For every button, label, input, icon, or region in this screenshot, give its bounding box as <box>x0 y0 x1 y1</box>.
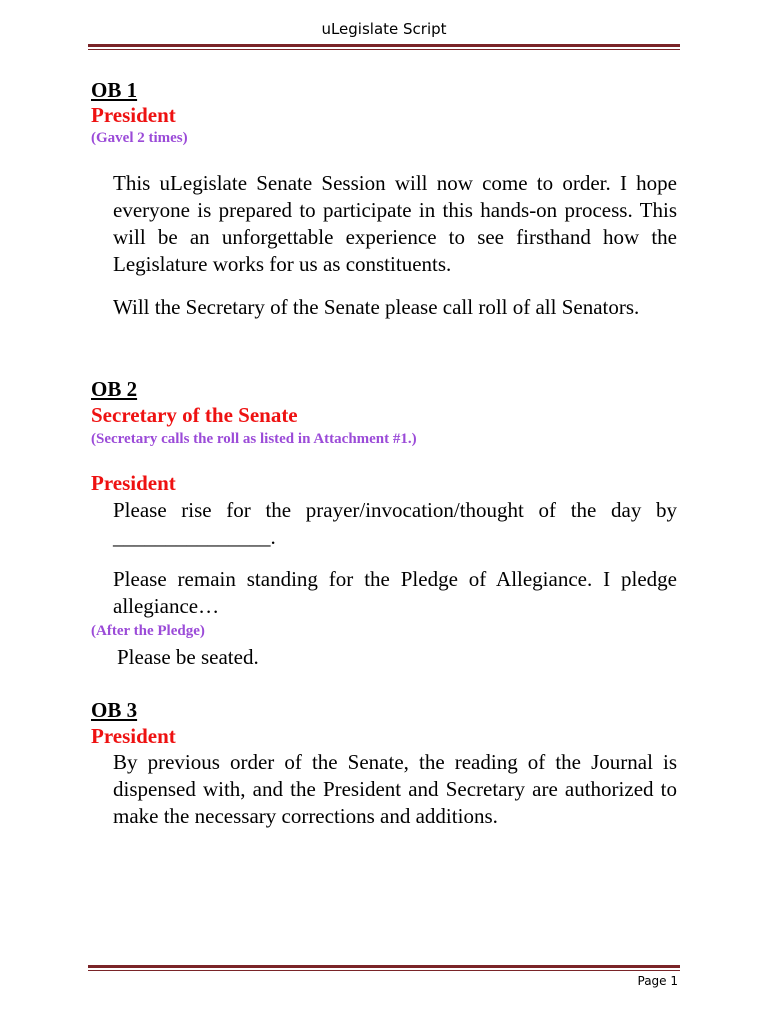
footer-divider <box>88 965 680 971</box>
ob3-speaker: President <box>91 724 176 748</box>
ob1-heading: OB 1 <box>91 78 138 102</box>
ob2-paragraph-pledge: Please remain standing for the Pledge of Allegiance. I pledge allegiance… <box>113 567 677 618</box>
ob3-heading: OB 3 <box>91 698 138 722</box>
ob2-speaker-secretary: Secretary of the Senate <box>91 403 298 427</box>
ob2-heading: OB 2 <box>91 377 138 401</box>
ob1-paragraph-2: Will the Secretary of the Senate please call roll of all Senators. <box>113 295 640 319</box>
ob1-speaker: President <box>91 103 176 127</box>
ob2-paragraph-seated: Please be seated. <box>117 645 259 669</box>
ob2-speaker-president: President <box>91 471 176 495</box>
ob2-stage-direction-pledge: (After the Pledge) <box>91 623 205 639</box>
ob1-stage-direction: (Gavel 2 times) <box>91 130 188 146</box>
ob2-stage-direction-roll: (Secretary calls the roll as listed in Attachment #1.) <box>91 431 417 447</box>
page-number: Page 1 <box>637 974 678 988</box>
ob3-paragraph-1: By previous order of the Senate, the reading of the Journal is dispensed with, and the President and Secretary are authorized to make the necessary corrections and additions. <box>113 750 677 828</box>
ob1-paragraph-1: This uLegislate Senate Session will now come to order. I hope everyone is prepared to participate in this hands-on process. This will be an unforgettable experience to see firsthand how the Legislature works for us as constituents. <box>113 171 677 276</box>
header-divider <box>88 44 680 50</box>
ob2-paragraph-prayer: Please rise for the prayer/invocation/thought of the day by _______________. <box>113 498 677 549</box>
page-header-title: uLegislate Script <box>321 20 447 38</box>
